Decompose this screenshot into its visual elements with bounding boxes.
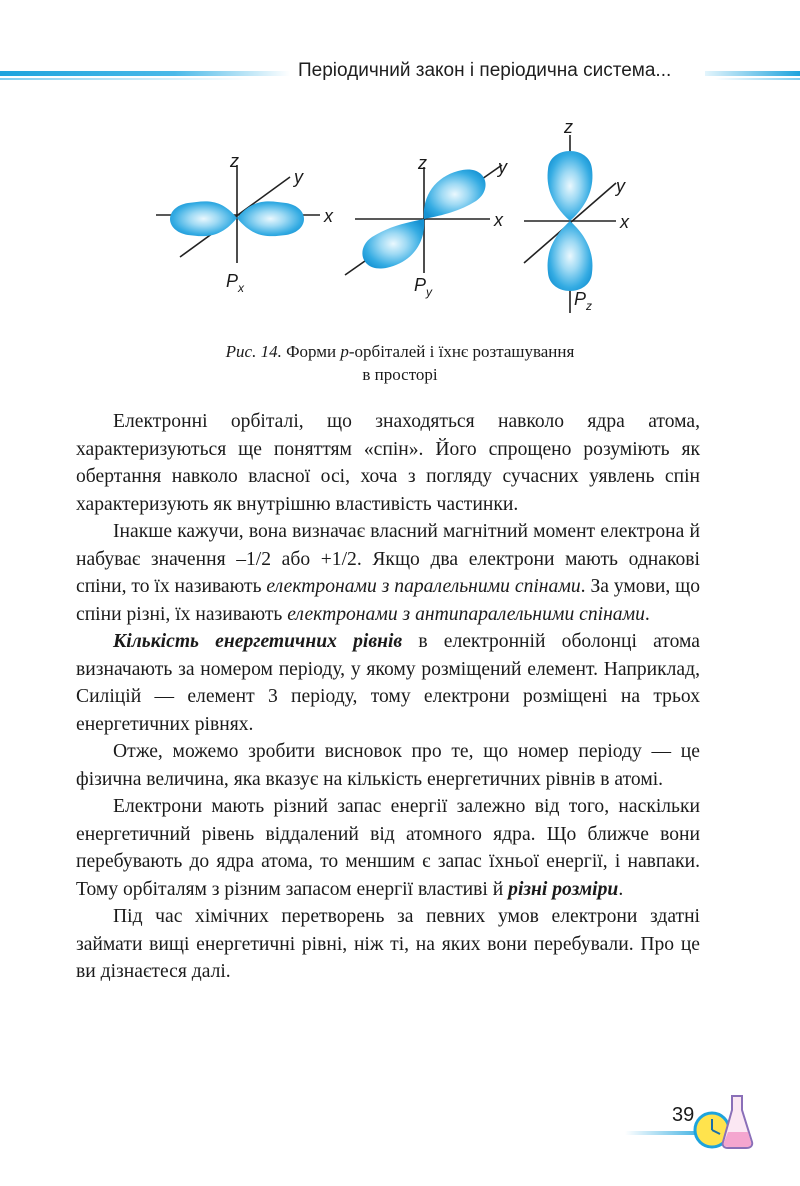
pz-z-label: z (564, 117, 573, 137)
p2-text-c: . (644, 603, 650, 625)
header-rule-left-thin (0, 78, 250, 80)
pz-x-label: x (620, 212, 629, 232)
py-label-sub: y (426, 285, 433, 299)
pz-label (574, 289, 592, 313)
p3-bold-term: Кількість енергетичних рівнів (113, 631, 403, 652)
p5-bold-term: різні розміри (508, 878, 619, 900)
p-orbitals-figure (140, 115, 660, 325)
px-x-label: x (324, 206, 333, 226)
p2-text-a: Інакше кажучи, вона визначає власний магнітний момент електрона й набуває значення –1/2 або +1/2. Якщо два електрони мають однакові спіни, то їх називають (76, 521, 700, 597)
py-y-label: y (498, 157, 507, 177)
paragraph-1: Електронні орбіталі, що знаходяться навколо ядра атома, характеризуються ще поняттям «спін». Його спрощено розуміють як обертання навколо власної осі, хоча з погляду сучасних уявлень спін характеризують як внутрішню властивість частинки. (76, 411, 700, 515)
pz-label-main: P (574, 289, 587, 309)
p2-italic-term-1: електронами з паралельними спінами (266, 576, 581, 597)
px-orbital (156, 151, 334, 295)
px-label-sub: x (238, 281, 245, 295)
py-label-main: P (414, 275, 427, 295)
caption-line-2: в просторі (362, 365, 438, 384)
caption-line-1 (150, 340, 650, 363)
pz-label-sub: z (586, 299, 593, 313)
p3-text: в електронній оболонці атома визначають за номером періоду, у якому розміщений елемент. Наприклад, Силіцій — елемент 3 періоду, тому електрони розміщені на трьох енергетичних рівнях. (76, 631, 700, 735)
caption-text-b: -орбіталей і їхнє розташування (348, 342, 575, 361)
py-z-label: z (418, 153, 427, 173)
paragraph-6: Під час хімічних перетворень за певних умов електрони здатні займати вищі енергетичні рівні, ніж ті, на яких вони перебували. Про це ви дізнаєтеся далі. (76, 906, 700, 982)
p5-text-a: Електрони мають різний запас енергії залежно від того, наскільки енергетичний рівень віддалений від атомного ядра. Що ближче вони перебувають до ядра атома, то меншим є запас їхньої енергії, і навпаки. Тому орбіталям з різним запасом енергії властиві й (76, 796, 700, 900)
header-rule-left (0, 71, 290, 76)
py-orbital (345, 153, 508, 299)
py-x-label: x (494, 210, 503, 230)
caption-italic-p: p (340, 342, 349, 361)
px-label-main: P (226, 271, 239, 291)
paragraph-3 (76, 628, 700, 738)
paragraph-4: Отже, можемо зробити висновок про те, що номер періоду — це фізична величина, яка вказує на кількість енергетичних рівнів в атомі. (76, 741, 700, 790)
caption-text-a: Форми (281, 342, 341, 361)
px-lobe-right (237, 201, 304, 236)
py-lobe-lower (362, 219, 424, 269)
px-lobe-left (170, 201, 237, 236)
pz-y-label: y (616, 176, 625, 196)
caption-prefix: Рис. 14. (225, 342, 282, 361)
paragraph-2 (76, 518, 700, 628)
paragraph-5 (76, 793, 700, 903)
px-label (226, 271, 245, 295)
header-rule-right (705, 71, 800, 76)
p5-text-b: . (618, 878, 624, 900)
pz-lobe-upper (548, 151, 593, 221)
clock-flask-icon (688, 1092, 754, 1152)
py-lobe-upper (424, 169, 486, 219)
header-rule-right-thin (715, 78, 800, 80)
p-orbitals-diagram (140, 115, 660, 325)
py-label (414, 275, 433, 299)
px-y-label: y (294, 167, 303, 187)
pz-orbital (524, 117, 630, 313)
page-number: 39 (672, 1104, 695, 1126)
running-header-title: Періодичний закон і періодична система... (298, 60, 672, 81)
p2-text-b: . За умови, що спіни різні, їх називають (76, 576, 701, 625)
main-text (76, 408, 700, 986)
p2-italic-term-2: електронами з антипаралельними спінами (287, 603, 645, 625)
figure-caption (150, 340, 650, 386)
px-z-label: z (230, 151, 239, 171)
pz-lobe-lower (548, 221, 593, 291)
